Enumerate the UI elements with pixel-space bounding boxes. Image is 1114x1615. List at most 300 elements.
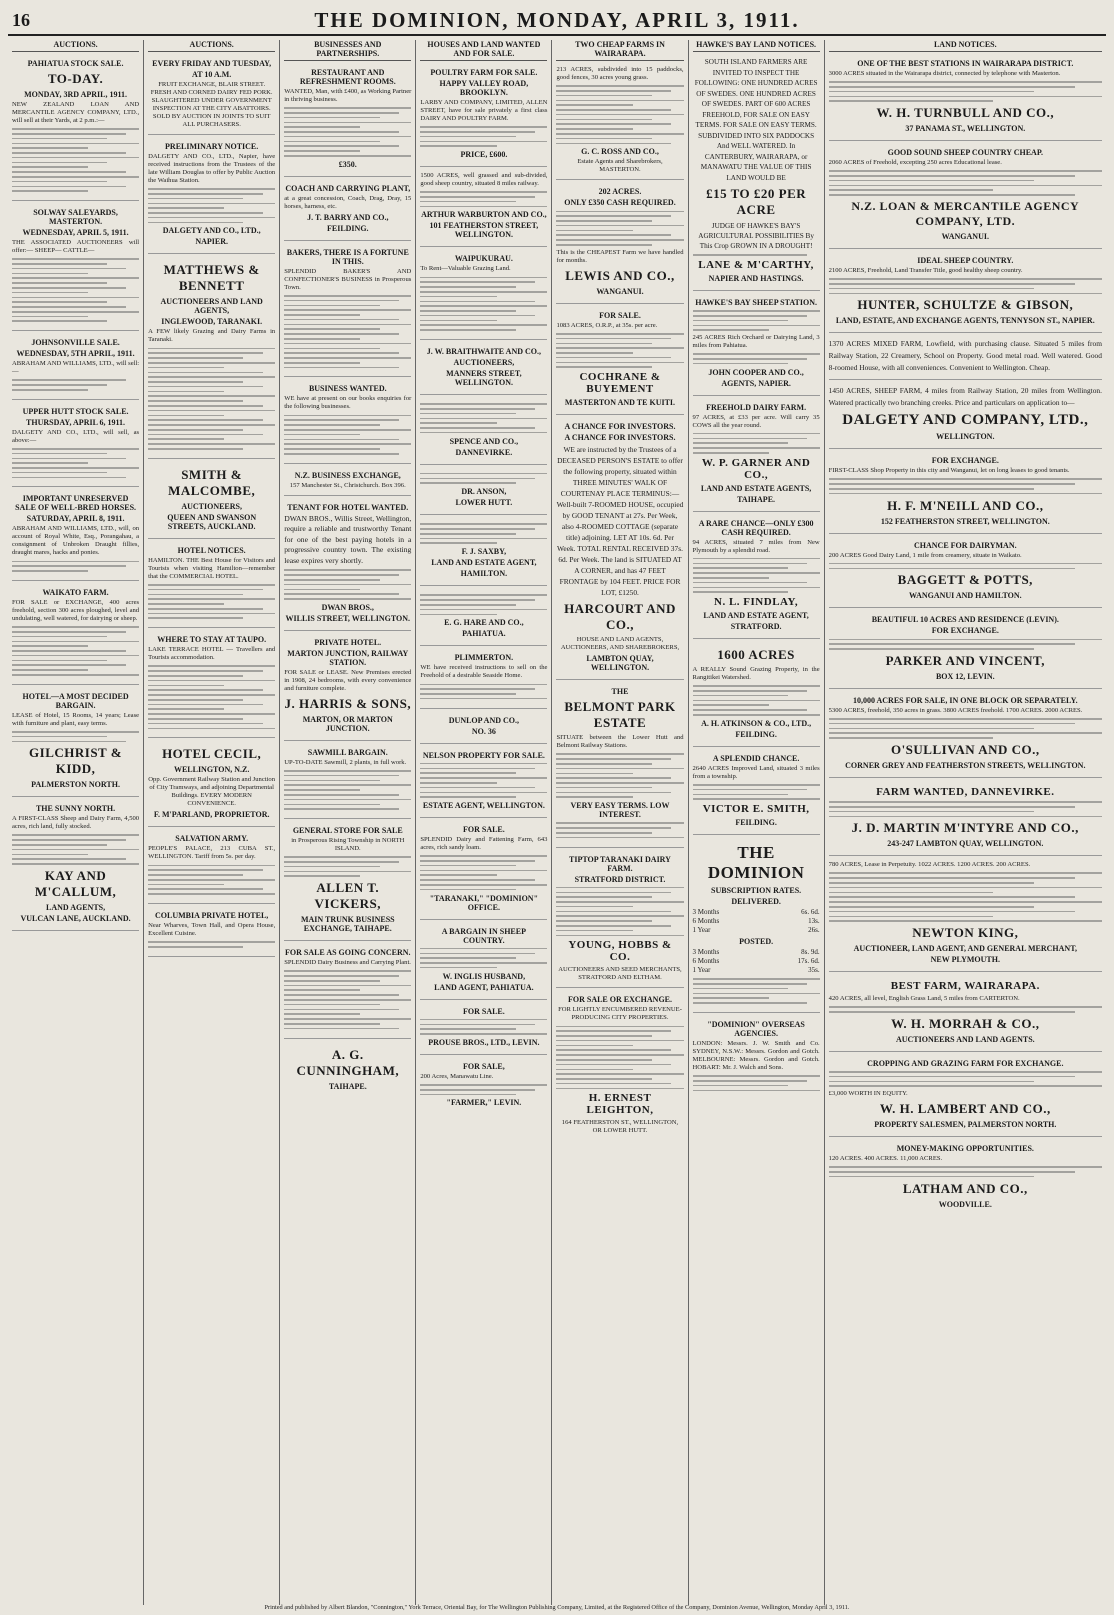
ad-leighton-exchange xyxy=(556,991,683,1140)
ad-restaurant xyxy=(284,64,411,177)
agent-subtitle: AUCTIONEERS, xyxy=(181,501,242,511)
agent-name: W. INGLIS HUSBAND, xyxy=(442,971,526,981)
ad-text: DALGETY AND CO., LTD., Napier, have received instructions from the Trustees of the late William Douglas to offer by Public Auction the Waihua Station. xyxy=(148,153,276,184)
agent-name: G. C. ROSS AND CO., xyxy=(581,147,659,157)
ad-heading: WHERE TO STAY AT TAUPO. xyxy=(157,635,267,645)
agent-subtitle: LAND AND ESTATE AGENT, xyxy=(431,558,537,568)
ad-columbia-hotel xyxy=(148,907,275,957)
agent-town: MASTERTON AND TE KUITI. xyxy=(564,398,676,408)
agent-town: FEILDING. xyxy=(326,223,369,233)
agent-subtitle: HOUSE AND LAND AGENTS, AUCTIONEERS, AND SHAREBROKERS, xyxy=(560,636,680,652)
ad-text: 2100 ACRES, Freehold, Land Transfer Title, good healthy sheep country. xyxy=(828,266,1023,274)
ad-best-farm-wairarapa xyxy=(829,975,1102,1052)
ad-text: ABRAHAM AND WILLIAMS, LTD., will, on account of Royal White, Esq., Porangahau, a consignment of Unbroken Draught fillies, draught mares, hacks and ponies. xyxy=(12,525,140,557)
column-heading: LAND NOTICES. xyxy=(829,40,1102,52)
ad-text: DALGETY AND CO., LTD., will sell, as above:— xyxy=(12,428,140,444)
agent-town: 164 FEATHERSTON ST., WELLINGTON, OR LOWER HUTT. xyxy=(561,1119,679,1135)
ad-heading: THE xyxy=(611,687,629,697)
ad-heading: BEST FARM, WAIRARAPA. xyxy=(890,980,1040,993)
ad-solway-saleyards xyxy=(12,204,139,331)
agent-town: FEILDING. xyxy=(735,818,777,828)
ad-text: 200 ACRES Good Dairy Land, 1 mile from creamery, situate in Waikato. xyxy=(828,551,1022,559)
column-heading: AUCTIONS. xyxy=(148,40,275,52)
rate-row: 6 Months 13s. xyxy=(692,917,820,926)
ad-johnsonville-sale xyxy=(12,334,139,400)
ad-text: HAMILTON. THE Best House for Visitors and Tourists when visiting Hamilton—remember that the COMMERCIAL HOTEL. xyxy=(148,556,276,580)
column-heading: TWO CHEAP FARMS IN WAIRARAPA. xyxy=(556,40,683,61)
agent-town: 101 FEATHERSTON STREET, WELLINGTON. xyxy=(429,221,539,240)
ad-text: WANTED, Man, with £400, as Working Partner in thriving business. xyxy=(284,88,412,103)
ad-heading: NELSON PROPERTY FOR SALE. xyxy=(422,750,545,760)
ad-dairy-fattening-farm xyxy=(420,821,547,919)
agent-town: NAPIER. xyxy=(195,237,228,247)
ad-1500-acres xyxy=(420,170,547,247)
ad-splendid-chance xyxy=(693,750,820,835)
ad-text: WE have at present on our books enquiries for the following businesses. xyxy=(284,395,412,411)
ad-best-station-wairarapa xyxy=(829,55,1102,141)
agent-town: 152 FEATHERSTON STREET, WELLINGTON. xyxy=(880,516,1050,526)
ad-202-acres xyxy=(556,183,683,303)
ad-1600-acres xyxy=(693,642,820,747)
ad-text: To Rent—Valuable Grazing Land. xyxy=(420,265,511,273)
ad-text: PEOPLE'S PALACE, 213 CUBA ST., WELLINGTON. Tariff from 5s. per day. xyxy=(148,845,276,861)
agent-subtitle: LAND AND ESTATE AGENTS, xyxy=(700,483,812,493)
ad-heading: BAKERS, THERE IS A FORTUNE IN THIS. xyxy=(286,247,409,266)
ad-text: FOR LIGHTLY ENCUMBERED REVENUE-PRODUCING CITY PROPERTIES. xyxy=(558,1006,682,1022)
ad-text: FIRST-CLASS Shop Property in this city and Wanganui, let on long leases to good tenants. xyxy=(828,467,1070,475)
ad-heading: WAIPUKURAU. xyxy=(454,254,513,264)
agent-name: JOHN COOPER AND CO., xyxy=(708,367,804,377)
ad-text: 2640 ACRES Improved Land, situated 3 miles from a township. xyxy=(692,764,820,780)
ad-heading: MONEY-MAKING OPPORTUNITIES. xyxy=(896,1144,1034,1154)
agent-name: O'SULLIVAN AND CO., xyxy=(890,741,1040,757)
ad-subheading: FOR EXCHANGE. xyxy=(931,626,999,636)
ad-general-store xyxy=(284,822,411,941)
ad-heading: ONE OF THE BEST STATIONS IN WAIRARAPA DISTRICT. xyxy=(857,59,1074,68)
agent-name: ALLEN T. VICKERS, xyxy=(314,880,382,912)
ad-text-2: JUDGE OF HAWKE'S BAY'S AGRICULTURAL POSSIBILITIES By This Crop GROWN IN A DROUGHT! xyxy=(698,222,814,250)
ad-heading: PRELIMINARY NOTICE. xyxy=(165,142,259,151)
ad-text: at a great concession, Coach, Drag, Dray, 15 horses, harness, etc. xyxy=(284,194,412,210)
ad-text: Near Wharves, Town Hall, and Opera House, Excellent Cuisine. xyxy=(148,922,276,938)
column-auctions-2 xyxy=(143,40,279,1605)
ad-belmont-park xyxy=(556,683,683,847)
agent-name: N.Z. BUSINESS EXCHANGE, xyxy=(294,470,401,480)
agent-town: Estate Agents and Sharebrokers, MASTERTON. xyxy=(577,158,663,174)
ad-reply-box: "TARANAKI," "DOMINION" OFFICE. xyxy=(429,893,539,912)
ad-text: Opp. Government Railway Station and Junction of City Tramways, and adjoining Departmental Buildings. EVERY MODERN CONVENIENCE. xyxy=(148,776,276,808)
agent-town: LAND AGENT, PAHIATUA. xyxy=(434,982,534,992)
ad-matthews-bennett xyxy=(148,257,275,458)
ad-subheading: AT 10 A.M. xyxy=(192,70,232,79)
agent-name: BAGGETT & POTTS, xyxy=(897,572,1033,588)
ad-heading: FOR EXCHANGE. xyxy=(931,456,999,466)
ad-subheading: ONLY £350 CASH REQUIRED. xyxy=(564,198,676,208)
ad-heading: BUSINESS WANTED. xyxy=(308,384,387,394)
agent-subtitle: LAND AGENTS, xyxy=(45,902,106,912)
agent-name: J. W. BRAITHWAITE AND CO., xyxy=(426,346,541,356)
ad-heading: FOR SALE OR EXCHANGE. xyxy=(567,995,672,1005)
agent-town: AUCTIONEERS AND LAND AGENTS. xyxy=(895,1034,1035,1044)
agent-name: H. F. M'NEILL AND CO., xyxy=(887,497,1044,513)
ad-heading: PRIVATE HOTEL. xyxy=(314,637,382,647)
agent-name: F. J. SAXBY, xyxy=(461,547,507,557)
ad-text: FOR SALE or LEASE. New Premises erected in 1908, 24 bedrooms, with every convenience and furniture complete. xyxy=(284,668,412,692)
page-title: THE DOMINION, MONDAY, APRIL 3, 1911. xyxy=(314,7,800,32)
ad-subheading: MARTON JUNCTION, RAILWAY STATION. xyxy=(287,648,409,667)
ad-two-cheap-farms xyxy=(556,64,683,180)
agent-town: WILLIS STREET, WELLINGTON. xyxy=(285,613,411,623)
ad-text: A REALLY Sound Grazing Property, in the Rangitikei Watershed. xyxy=(692,666,820,682)
ad-heading: A BARGAIN IN SHEEP COUNTRY. xyxy=(441,926,526,945)
agent-name: ESTATE AGENT, WELLINGTON. xyxy=(422,801,545,811)
ad-subscription-rates xyxy=(693,838,820,1013)
agent-subtitle: AUCTIONEERS AND LAND AGENTS, xyxy=(160,297,263,316)
ad-heading: FOR SALE. xyxy=(462,825,505,835)
ad-heading: SALVATION ARMY. xyxy=(175,834,249,844)
agent-town: AUCTIONEERS AND SEED MERCHANTS, STRATFORD AND ELTHAM. xyxy=(558,966,682,982)
agent-name: N. L. FINDLAY, xyxy=(714,596,799,609)
ad-text: SPLENDID Dairy and Fattening Farm, 643 acres, rich sandy loam. xyxy=(420,836,548,852)
ad-anson xyxy=(420,468,547,516)
ad-text: 1083 ACRES, O.R.P., at 35s. per acre. xyxy=(556,321,658,329)
agent-town: LAND, ESTATE, AND EXCHANGE AGENTS, TENNYSON ST., NAPIER. xyxy=(835,316,1095,326)
agent-town: HAMILTON. xyxy=(460,569,508,579)
ad-heading: BEAUTIFUL 10 ACRES AND RESIDENCE (LEVIN). xyxy=(871,615,1059,625)
ad-text: LONDON: Messrs. J. W. Smith and Co. SYDNEY, N.S.W.: Messrs. Gordon and Gotch. MELBOURNE: Messrs. Gordon and Gotch. HOBART: Mr. J. Walch and Sons. xyxy=(692,1039,820,1071)
ad-number: NO. 36 xyxy=(471,726,496,736)
ad-10000-acres xyxy=(829,692,1102,778)
agent-name: H. ERNEST LEIGHTON, xyxy=(586,1092,654,1117)
agent-town: PROPERTY SALESMEN, PALMERSTON NORTH. xyxy=(874,1120,1057,1130)
ad-preliminary-notice xyxy=(148,138,275,254)
ad-unreserved-horse-sale xyxy=(12,490,139,581)
ad-text: DWAN BROS., Willis Street, Wellington, require a reliable and trustworthy Tenant for one of the best paying hotels in a progressive country town. The existing lease expires very shortly. xyxy=(284,513,412,565)
ad-text: FRUIT EXCHANGE, BLAIR STREET. FRESH AND CORNED DAIRY FED PORK. SLAUGHTERED UNDER GOVERNMENT INSPECTION AT THE CITY ABATTOIRS. SOLD BY AUCTION IN JOINTS TO SUIT ALL PURCHASERS. xyxy=(150,81,273,128)
agent-town: 37 PANAMA ST., WELLINGTON. xyxy=(905,124,1026,134)
masthead xyxy=(8,6,1106,36)
ad-where-to-stay xyxy=(148,631,275,738)
ad-heading: PLIMMERTON. xyxy=(454,653,514,663)
agent-name: LANE & M'CARTHY, xyxy=(698,258,814,271)
ad-salvation-army xyxy=(148,830,275,904)
agent-name: W. H. LAMBERT AND CO., xyxy=(879,1101,1051,1117)
ad-heading: SOLWAY SALEYARDS, MASTERTON. xyxy=(33,208,118,227)
ad-text: SOUTH ISLAND FARMERS ARE INVITED TO INSPECT THE FOLLOWING: ONE HUNDRED ACRES OF SWEDES. ONE HUNDRED ACRES OF SWEDES. PART OF 600 ACRES FREEHOLD, FOR SALE ON EASY TERMS. FOR SALE ON EASY TERMS. SUBDIVIDED INTO SIX PADDOCKS And WELL WATERED. In CANTERBURY, WAIRARAPA, or MANAWATU THE VALUE OF THIS LAND WOULD BE xyxy=(694,58,818,182)
ad-newton-king xyxy=(829,859,1102,972)
agent-name: ARTHUR WARBURTON AND CO., xyxy=(421,210,547,220)
ad-sheep-country-bargain xyxy=(420,923,547,1000)
estate-name: BELMONT PARK ESTATE xyxy=(564,699,676,731)
agent-name: SMITH & MALCOMBE, xyxy=(168,466,256,498)
ad-heading: THE SUNNY NORTH. xyxy=(35,804,116,814)
agent-name: VICTOR E. SMITH, xyxy=(702,803,810,816)
ad-heading: POULTRY FARM FOR SALE. xyxy=(430,68,538,77)
ad-plimmerton xyxy=(420,649,547,708)
ad-subheading: STRATFORD DISTRICT. xyxy=(574,874,666,884)
ad-heading: A RARE CHANCE—ONLY £300 CASH REQUIRED. xyxy=(698,518,814,537)
rate-row: 1 Year 35s. xyxy=(692,966,820,975)
ad-nelson-property xyxy=(420,747,547,818)
ad-heading: HAWKE'S BAY SHEEP STATION. xyxy=(695,297,818,307)
ad-1450-acres xyxy=(829,383,1102,449)
ad-heading: SAWMILL BARGAIN. xyxy=(307,747,388,757)
agent-town: MAIN TRUNK BUSINESS EXCHANGE, TAIHAPE. xyxy=(300,915,395,934)
ad-sunny-north xyxy=(12,800,139,931)
column-auctions-1 xyxy=(8,40,143,1605)
rate-row: 1 Year 26s. xyxy=(692,926,820,935)
ad-manawatu-line xyxy=(420,1058,547,1115)
ad-heading: COACH AND CARRYING PLANT, xyxy=(285,183,411,193)
ad-spence xyxy=(420,398,547,465)
agent-town: NAPIER AND HASTINGS. xyxy=(708,273,804,283)
ad-heading: FOR SALE. xyxy=(599,310,641,320)
agent-name: KAY AND M'CALLUM, xyxy=(34,867,117,899)
ad-heading: IDEAL SHEEP COUNTRY. xyxy=(917,255,1014,265)
ad-heading: JOHNSONVILLE SALE. xyxy=(31,338,120,348)
ad-heading: "DOMINION" OVERSEAS AGENCIES. xyxy=(707,1019,805,1038)
ad-heading: 1600 ACRES xyxy=(717,647,795,663)
ad-text: SPLENDID Dairy Business and Carrying Plant. xyxy=(284,959,411,967)
agent-name: N.Z. LOAN & MERCANTILE AGENCY COMPANY, LTD. xyxy=(851,198,1080,228)
ad-saxby xyxy=(420,518,547,586)
agent-name: E. G. HARE AND CO., xyxy=(444,618,524,628)
agent-name: HUNTER, SCHULTZE & GIBSON, xyxy=(857,297,1074,313)
agent-subtitle: AUCTIONEER, LAND AGENT, AND GENERAL MERCHANT, xyxy=(853,944,1077,954)
ad-heading: WAIKATO FARM. xyxy=(42,587,109,597)
ad-taranaki-dairy xyxy=(556,851,683,989)
ad-date: SATURDAY, APRIL 8, 1911. xyxy=(26,514,125,524)
column-hawkes-bay xyxy=(688,40,824,1605)
ad-pahiatua-stock-sale xyxy=(12,55,139,201)
column-houses-land xyxy=(415,40,551,1605)
ad-date: MONDAY, 3RD APRIL, 1911. xyxy=(24,90,128,99)
agent-town: PALMERSTON NORTH. xyxy=(31,780,120,790)
ad-subheading: WELLINGTON, N.Z. xyxy=(173,765,250,775)
ad-nz-business-exchange xyxy=(284,467,411,496)
agent-name: COCHRANE & BUYEMENT xyxy=(579,371,661,396)
ad-heading: FOR SALE AS GOING CONCERN. xyxy=(284,948,411,958)
ad-1370-acres xyxy=(829,336,1102,380)
agent-town: STRATFORD. xyxy=(730,622,782,632)
ad-chance-for-investors xyxy=(556,418,683,680)
agent-town: LAMBTON QUAY, WELLINGTON. xyxy=(586,654,654,673)
ad-text: 2060 ACRES of Freehold, excepting 250 acres Educational lease. xyxy=(828,159,1002,167)
agent-name: DWAN BROS., xyxy=(321,602,374,612)
ad-text: THE ASSOCIATED AUCTIONEERS will offer:— SHEEP— CATTLE— xyxy=(12,239,140,255)
agent-name: SPENCE AND CO., xyxy=(449,436,519,446)
agent-town: MANNERS STREET, WELLINGTON. xyxy=(446,368,522,387)
rate-row: 3 Months 6s. 6d. xyxy=(692,908,820,917)
ad-heading: SUBSCRIPTION RATES. xyxy=(711,886,802,896)
ad-text: 213 ACRES, subdivided into 15 paddocks, good fences, 30 acres young grass. xyxy=(556,66,684,81)
ad-text: FOR SALE or EXCHANGE, 400 acres freehold, section 300 acres ploughed, level and undulating, well watered, for dairying or sheep. xyxy=(12,598,140,622)
ad-heading: 202 ACRES. xyxy=(598,187,642,197)
ad-private-hotel xyxy=(284,634,411,741)
ad-hare xyxy=(420,589,547,646)
agent-name: MATTHEWS & BENNETT xyxy=(163,262,260,294)
ad-text: 200 Acres, Manawatu Line. xyxy=(420,1072,494,1080)
imprint-footer: Printed and published by Albert Blandon, "Connington," York Terrace, Oriental Bay, for The Wellington Publishing Company, Limited, at the Registered Office of the Company, Dominion Avenue, Wellington, Monday April 3, 1911. xyxy=(264,1603,850,1611)
rates-delivered-heading: DELIVERED. xyxy=(731,897,781,907)
ad-text: 94 ACRES, situated 7 miles from New Plymouth by a splendid road. xyxy=(692,538,820,554)
agent-name: DR. ANSON, xyxy=(461,487,507,497)
ad-business-wanted xyxy=(284,380,411,463)
agent-town: 243-247 LAMBTON QUAY, WELLINGTON. xyxy=(887,839,1044,849)
ad-heading: TENANT FOR HOTEL WANTED. xyxy=(287,502,409,512)
ad-text: £3,000 WORTH IN EQUITY. xyxy=(828,1090,908,1098)
agent-town: TAIHAPE. xyxy=(328,1081,367,1091)
ad-terms: VERY EASY TERMS. LOW INTEREST. xyxy=(570,801,670,820)
agent-name: DUNLOP AND CO., xyxy=(448,715,519,725)
ad-heading: RESTAURANT AND REFRESHMENT ROOMS. xyxy=(299,68,396,86)
agent-name: NEWTON KING, xyxy=(912,925,1019,941)
ad-heading: CHANCE FOR DAIRYMAN. xyxy=(914,540,1017,550)
ad-ideal-sheep-country xyxy=(829,252,1102,333)
agent-name: W. P. GARNER AND CO., xyxy=(701,456,811,481)
agent-town: INGLEWOOD, TARANAKI. xyxy=(161,317,263,327)
agent-name: DALGETY AND COMPANY, LTD., xyxy=(842,412,1089,429)
ad-text: A FIRST-CLASS Sheep and Dairy Farm, 4,500 acres, rich land, fully stocked. xyxy=(12,815,140,831)
ad-text: 780 ACRES, Lease in Perpetuity. 1022 ACRES. 1200 ACRES. 200 ACRES. xyxy=(828,861,1031,869)
ad-prouse-bros xyxy=(420,1003,547,1055)
ad-heading-repeat: A CHANCE FOR INVESTORS. xyxy=(564,433,676,443)
ad-bakers-fortune xyxy=(284,244,411,378)
price: £350. xyxy=(338,159,357,169)
ad-waikato-farm xyxy=(12,584,139,685)
ad-subheading: HAPPY VALLEY ROAD, BROOKLYN. xyxy=(439,79,529,97)
agent-name: J. D. MARTIN M'INTYRE AND CO., xyxy=(851,820,1079,836)
agent-town: NEW PLYMOUTH. xyxy=(930,955,1000,965)
ad-dunlop xyxy=(420,712,547,744)
ad-freehold-dairy xyxy=(693,399,820,512)
ad-sawmill-bargain xyxy=(284,744,411,819)
ad-text: ABRAHAM AND WILLIAMS, LTD., will sell:— xyxy=(12,360,140,376)
ad-heading: FOR SALE, xyxy=(462,1061,505,1071)
ad-heading: COLUMBIA PRIVATE HOTEL, xyxy=(155,911,269,921)
ad-beautiful-10-acres xyxy=(829,611,1102,689)
agent-name: HARCOURT AND CO., xyxy=(564,601,676,633)
ad-heading: GENERAL STORE FOR SALE xyxy=(292,826,403,836)
ad-heading: FOR SALE. xyxy=(462,1006,505,1016)
ad-text: 1450 ACRES, SHEEP FARM, 4 miles from Railway Station, 20 miles from Wellington. Watered practically two branching creeks. Price and particulars on application to— xyxy=(828,386,1102,408)
ad-date: WEDNESDAY, APRIL 5, 1911. xyxy=(22,228,129,238)
agent-town: TAIHAPE. xyxy=(737,494,776,504)
ad-text: WE are instructed by the Trustees of a DECEASED PERSON'S ESTATE to offer the following property, situated within THREE MINUTES' WALK OF COURTENAY PLACE TERMINUS:— Well-built 7-ROOMED HOUSE, occupied by GOOD TENANT at 27s. Per Week, also 4-ROOMED COTTAGE (separate title) adjoining. LET AT 10s. 6d. Per Week. TOTAL RENTAL RECEIVED 37s. 6d. Per Week. The land is SITUATED AT A CORNER, and has 47 FEET FRONTAGE by 104 FEET. PRICE FOR LOT, £1250. xyxy=(556,445,684,598)
ad-subheading: TO-DAY. xyxy=(47,71,104,86)
ad-braithwaite xyxy=(420,343,547,395)
paper-name: THE DOMINION xyxy=(707,843,805,883)
agent-town: BOX 12, LEVIN. xyxy=(935,671,995,681)
proprietor: F. M'PARLAND, PROPRIETOR. xyxy=(153,810,270,820)
ad-heading: A SPLENDID CHANCE. xyxy=(712,753,800,763)
ad-text: LEASE of Hotel, 15 Rooms, 14 years; Lease with furniture and plant, easy terms. xyxy=(12,711,140,727)
column-heading: HAWKE'S BAY LAND NOTICES. xyxy=(693,40,820,52)
agent-name: PROUSE BROS., LTD., LEVIN. xyxy=(428,1037,540,1047)
agent-town: CORNER GREY AND FEATHERSTON STREETS, WELLINGTON. xyxy=(845,760,1086,770)
ad-money-making xyxy=(829,1140,1102,1216)
ad-text: SPLENDID BAKER'S AND CONFECTIONER'S BUSINESS in Prosperous Town. xyxy=(284,267,412,291)
ad-waipukurau xyxy=(420,250,547,340)
ad-farm-wanted-dannevirke xyxy=(829,781,1102,856)
column-heading: BUSINESSES AND PARTNERSHIPS. xyxy=(284,40,411,61)
agent-name: J. HARRIS & SONS, xyxy=(284,695,412,711)
ad-heading: EVERY FRIDAY AND TUESDAY, xyxy=(152,59,272,68)
ad-hotel-notices xyxy=(148,542,275,628)
ad-text: 97 ACRES, at £33 per acre. Will carry 35 COWS all the year round. xyxy=(692,413,820,429)
ad-for-exchange-shop xyxy=(829,452,1102,533)
agent-town: FEILDING. xyxy=(735,729,777,739)
ad-text: in Prosperous Rising Township in NORTH ISLAND. xyxy=(291,837,405,853)
ad-text: 420 ACRES, all level, English Grass Land, 5 miles from CARTERTON. xyxy=(828,995,1020,1003)
ad-text: 5300 ACRES, freehold, 350 acres in grass. 3800 ACRES freehold. 1700 ACRES. 2000 ACRES. xyxy=(828,706,1083,714)
agent-name: W. H. TURNBULL AND CO., xyxy=(876,105,1055,121)
ad-poultry-farm xyxy=(420,64,547,167)
agent-town: WELLINGTON. xyxy=(936,432,995,442)
ad-heading: 10,000 ACRES FOR SALE, IN ONE BLOCK OR SEPARATELY. xyxy=(852,695,1078,705)
ad-heading: CROPPING AND GRAZING FARM FOR EXCHANGE. xyxy=(867,1058,1064,1068)
price-per-acre: £15 TO £20 PER ACRE xyxy=(706,186,807,217)
rates-posted xyxy=(693,948,820,975)
agent-town: DANNEVIRKE. xyxy=(455,447,513,457)
ad-text: UP-TO-DATE Sawmill, 2 plants, in full work. xyxy=(284,758,407,766)
ad-hotel-bargain xyxy=(12,688,139,798)
agent-name: DALGETY AND CO., LTD., xyxy=(162,226,261,236)
price: PRICE, £600. xyxy=(460,150,508,160)
ad-upper-hutt-stock-sale xyxy=(12,403,139,488)
agent-town: VULCAN LANE, AUCKLAND. xyxy=(20,913,131,923)
agent-town: PAHIATUA. xyxy=(462,629,506,639)
ad-hotel-cecil xyxy=(148,741,275,827)
column-heading: AUCTIONS. xyxy=(12,40,139,52)
ad-smith-malcombe xyxy=(148,462,275,539)
agent-town: AGENTS, NAPIER. xyxy=(721,378,791,388)
ad-text: LAKE TERRACE HOTEL — Travellers and Tourists accommodation. xyxy=(148,646,276,662)
ad-heading: HOTEL CECIL, xyxy=(162,746,262,762)
ad-heading: FREEHOLD DAIRY FARM. xyxy=(706,402,807,412)
ad-1083-acres xyxy=(556,307,683,415)
ad-fruit-exchange-pork xyxy=(148,55,275,135)
ad-heading: HOTEL NOTICES. xyxy=(177,545,246,555)
agent-town: WANGANUI. xyxy=(596,286,644,296)
columns xyxy=(8,40,1106,1605)
column-land-notices xyxy=(824,40,1106,1605)
ad-text: 1500 ACRES, well grassed and sub-divided, good sheep country, situated 8 miles railway. xyxy=(420,172,548,188)
agent-town: WOODVILLE. xyxy=(938,1199,992,1209)
rate-row: 6 Months 17s. 6d. xyxy=(692,957,820,966)
agent-subtitle: LAND AND ESTATE AGENT, xyxy=(703,611,809,621)
agent-name: LATHAM AND CO., xyxy=(902,1180,1028,1196)
ad-cropping-grazing xyxy=(829,1055,1102,1137)
agent-town: 157 Manchester St., Christchurch. Box 396. xyxy=(289,481,406,489)
agent-name: A. H. ATKINSON & CO., LTD., xyxy=(701,718,812,728)
ad-text: A FEW likely Grazing and Dairy Farms in Taranaki. xyxy=(148,328,276,344)
ad-heading: UPPER HUTT STOCK SALE. xyxy=(22,406,129,416)
ad-heading: A CHANCE FOR INVESTORS. xyxy=(564,422,676,432)
agent-town: WANGANUI AND HAMILTON. xyxy=(908,591,1022,601)
ad-text: This is the CHEAPEST Farm we have handled for months. xyxy=(556,248,684,264)
ad-text: LARBY AND COMPANY, LIMITED, ALLEN STREET, have for sale privately a first class DAIRY AND POULTRY FARM. xyxy=(420,99,548,122)
ad-date: WEDNESDAY, 5TH APRIL, 1911. xyxy=(16,349,135,359)
ad-heading: GOOD SOUND SHEEP COUNTRY CHEAP. xyxy=(887,148,1043,158)
ad-heading: TIPTOP TARANAKI DAIRY FARM. xyxy=(569,854,671,873)
ad-sound-sheep-country xyxy=(829,144,1102,249)
column-heading: HOUSES AND LAND WANTED AND FOR SALE. xyxy=(420,40,547,61)
ad-heading: PAHIATUA STOCK SALE. xyxy=(27,59,124,68)
ad-heading: IMPORTANT UNRESERVED SALE OF WELL-BRED HORSES. xyxy=(15,494,137,513)
agent-subtitle: AUCTIONEERS, xyxy=(453,357,515,367)
ad-text: 3000 ACRES situated in the Wairarapa district, connected by telephone with Masterton. xyxy=(828,70,1061,77)
